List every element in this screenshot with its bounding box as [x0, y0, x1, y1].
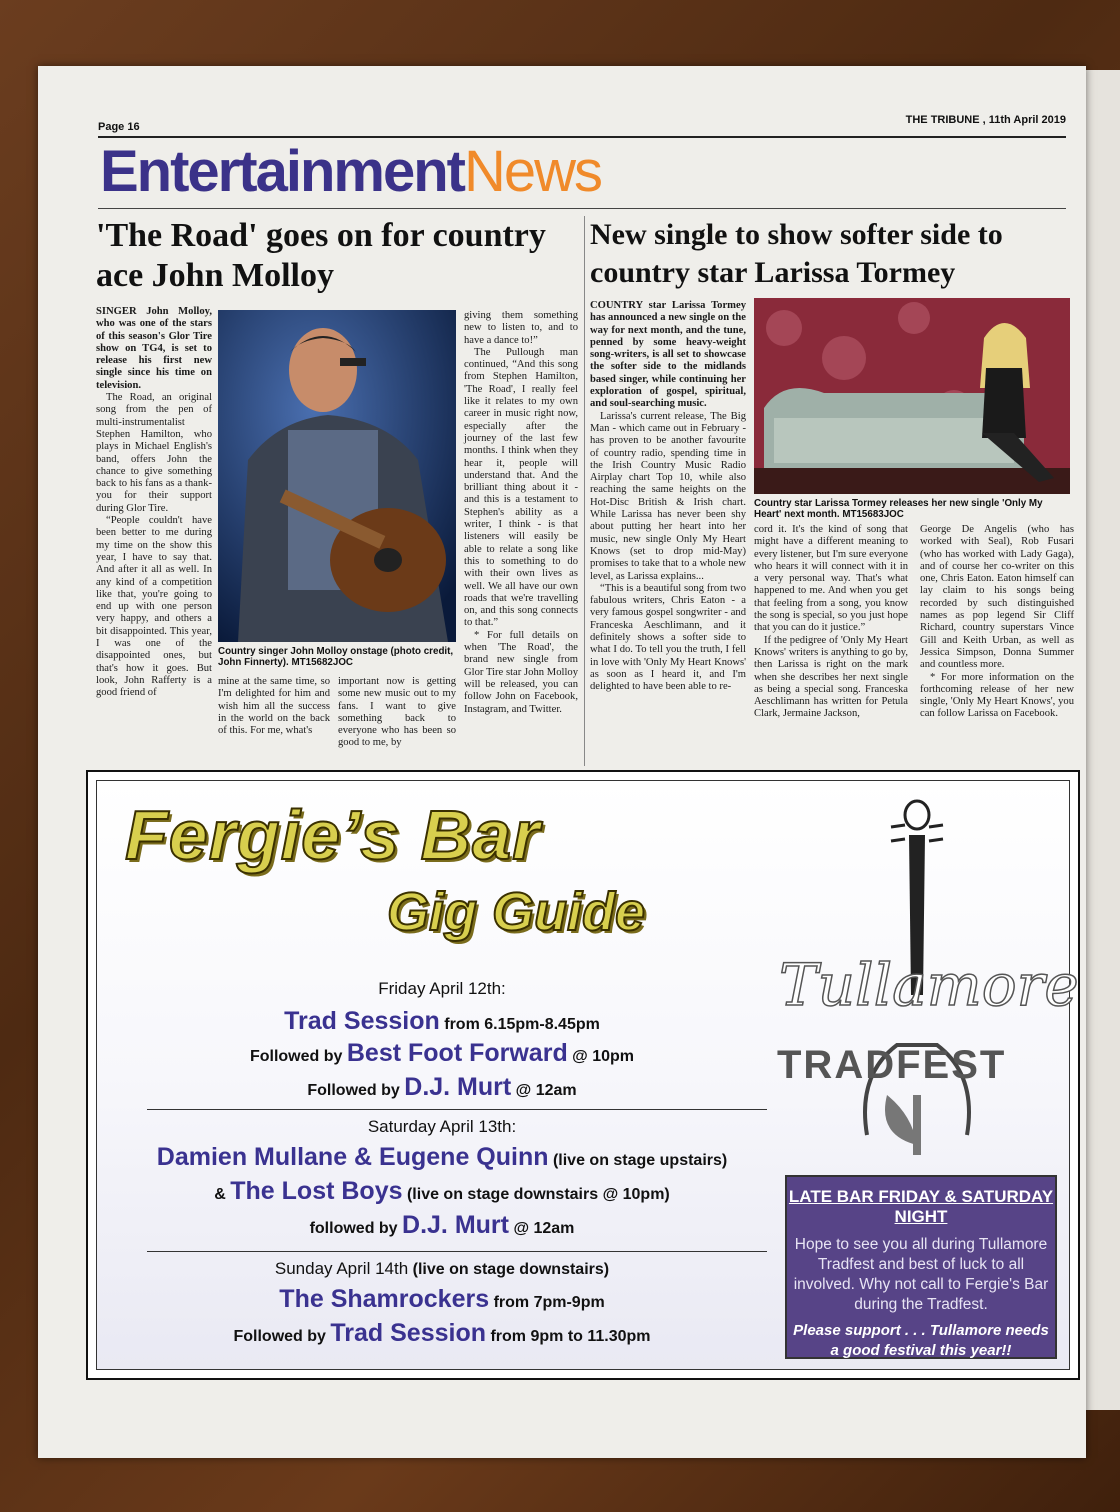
larissa-tormey-photo — [754, 298, 1070, 494]
article1-para: important now is getting some new music out to my fans. I want to give something back to everyone who has been so good to me, by — [338, 676, 456, 749]
article1-col1 — [96, 306, 212, 700]
john-molloy-photo — [218, 310, 456, 642]
article2-para: “This is a beautiful song from two fabulous writers, Chris Eaton - a very famous gospel songwriter - and Franceska Aeschlimann, and it definitely shows a softer side to what I do. To tell you the truth, I fell in love with 'Only My Heart Knows' as soon as I heard it, and I'm delighted to have been able to re- — [590, 582, 746, 693]
friday-line3: Followed by D.J. Murt @ 12am — [307, 1073, 577, 1101]
masthead-word1: Entertainment — [100, 139, 464, 204]
late-bar-footer: Please support . . . Tullamore needs a good festival this year!! — [793, 1322, 1049, 1359]
article2-headline: New single to show softer side to country star Larissa Tormey — [590, 218, 1003, 289]
tradfest-wordmark: TRADFEST — [777, 1043, 1007, 1087]
article1-caption: Country singer John Molloy onstage (photo credit, John Finnerty). MT15682JOC — [218, 646, 454, 668]
newspaper-page — [38, 66, 1086, 1458]
article2-para: George De Angelis (who has worked with Seal), Rob Fusari (who has worked with Lady Gaga), and of course her co-writer on this one, Chris Eaton. Eaton himself can lay claim to his songs being recorded by such distinguished names as pop legend Sir Cliff Richard, country superstars Vince Gill and Keith Urban, as well as Jessica Simpson, Donna Summer and countless more. — [920, 524, 1074, 671]
saturday-line2: & The Lost Boys (live on stage downstairs @ 10pm) — [214, 1177, 670, 1205]
late-bar-body: Hope to see you all during Tullamore Tradfest and best of luck to all involved. Why not call to Fergie's Bar during the Tradfest. — [793, 1236, 1049, 1313]
article2-para: * For more information on the forthcoming release of her new single, 'Only My Heart Knows', you can follow Larissa on Facebook. — [920, 671, 1074, 720]
article1-headline: 'The Road' goes on for country ace John Molloy — [96, 217, 546, 294]
section-masthead — [100, 139, 601, 204]
article2-para: Larissa's current release, The Big Man - which came out in February - has proven to be another favourite of country radio, spending time in the Irish Country Music Radio Airplay chart Top 10, while also reaching the same heights on the Hot-Disc British & Irish chart. While Larissa has never been shy about putting her heart into her music, new single Only My Heart Knows (set to drop mid-May) promises to take that to a whole new level, as Larissa explains... — [590, 410, 746, 582]
article1-para: “People couldn't have been better to me during my time on the show this year, I have to say that. And after it all as well. In any kind of a competition like that, you're going to end up with one person very happy, and others a bit disappointed. This year, I was one of the disappointed ones, but that's how it goes. But look, John Rafferty is a good friend of — [96, 515, 212, 699]
article1-para: The Road, an original song from the pen of multi-instrumentalist Stephen Hamilton, who plays in Michael English's band, offers John the chance to give something back to his fans as a thank-you for their support during Glor Tire. — [96, 392, 212, 514]
article2-col1 — [590, 300, 746, 694]
column-divider — [584, 216, 585, 766]
article1-col1c — [338, 676, 456, 750]
friday-separator — [147, 1109, 767, 1110]
article1-para: The Pullough man continued, “And this song from Stephen Hamilton, 'The Road', I really feel like it relates to my own career in music right now, especially after the journey of the last few months. I think when they hear it, people will understand that. And the brilliant thing about it - and this is a testament to Stephen's ability as a writer, I think - is that listeners will easily be able to relate a song like this to something to do with their own lives as well. We all have our own roads that we're travelling on, and this song connects to that.” — [464, 346, 578, 629]
sunday-line1: The Shamrockers from 7pm-9pm — [279, 1285, 605, 1313]
article1-para: giving them something new to listen to, and to have a dance to!” — [464, 310, 578, 346]
page-number: Page 16 — [98, 121, 140, 133]
article1-para: SINGER John Molloy, who was one of the stars of this season's Glor Tire show on TG4, is set to release his first new single since his time on television. — [96, 306, 212, 391]
sunday-heading: Sunday April 14th (live on stage downstairs) — [274, 1259, 610, 1278]
advert-subtitle: Gig Guide — [387, 882, 646, 942]
article2-para: If the pedigree of 'Only My Heart Knows' writers is anything to go by, then Larissa is right on the mark when she describes her next single as being a special song. Franceska Aeschlimann has written for Petula Clark, Jermaine Jackson, — [754, 634, 908, 720]
article2-col2 — [754, 524, 908, 721]
masthead-rule — [98, 208, 1066, 209]
masthead-word2: News — [463, 139, 601, 204]
saturday-separator — [147, 1251, 767, 1252]
article2-para: cord it. It's the kind of song that might have a different meaning to every listener, but I'm sure everyone who hears it will connect with it in a very personal way. That's what happened to me. And when you get that feeling from a song, you know the song is special, so you just hope that you can do it justice.” — [754, 524, 908, 634]
publication-date: THE TRIBUNE , 11th April 2019 — [905, 114, 1066, 126]
fergies-bar-advert — [86, 770, 1080, 1380]
sunday-line2: Followed by Trad Session from 9pm to 11.30pm — [233, 1319, 651, 1347]
article1-col1b — [218, 676, 330, 737]
article1-col2 — [464, 310, 578, 716]
friday-heading: Friday April 12th: — [378, 979, 506, 998]
article2-para: COUNTRY star Larissa Tormey has announced a new single on the way for next month, and the tune, penned by some heavy-weight song-writers, is all set to showcase the softer side to the midlands based singer, while continuing her exploration of gospel, spiritual, and soul-searching music. — [590, 300, 746, 410]
article2-caption: Country star Larissa Tormey releases her new single 'Only My Heart' next month. MT15683JOC — [754, 498, 1043, 520]
friday-line1: Trad Session from 6.15pm-8.45pm — [284, 1007, 600, 1035]
saturday-line1: Damien Mullane & Eugene Quinn (live on stage upstairs) — [156, 1143, 728, 1171]
article1-para: * For full details on when 'The Road', the brand new single from Glor Tire star John Molloy will be released, you can follow John on Facebook, Instagram, and Twitter. — [464, 629, 578, 715]
article2-col3 — [920, 524, 1074, 721]
header-rule — [98, 136, 1066, 138]
tullamore-script: Tullamore — [779, 951, 1079, 1019]
advert-title: Fergie’s Bar — [125, 796, 541, 874]
late-bar-box — [785, 1175, 1057, 1359]
advert-inner — [96, 780, 1079, 1370]
late-bar-title: LATE BAR FRIDAY & SATURDAY NIGHT — [788, 1187, 1054, 1226]
saturday-line3: followed by D.J. Murt @ 12am — [309, 1211, 575, 1239]
saturday-heading: Saturday April 13th: — [367, 1117, 517, 1136]
friday-line2: Followed by Best Foot Forward @ 10pm — [249, 1039, 635, 1067]
article1-para: mine at the same time, so I'm delighted for him and wish him all the success in the world on the back of this. For me, what's — [218, 676, 330, 737]
